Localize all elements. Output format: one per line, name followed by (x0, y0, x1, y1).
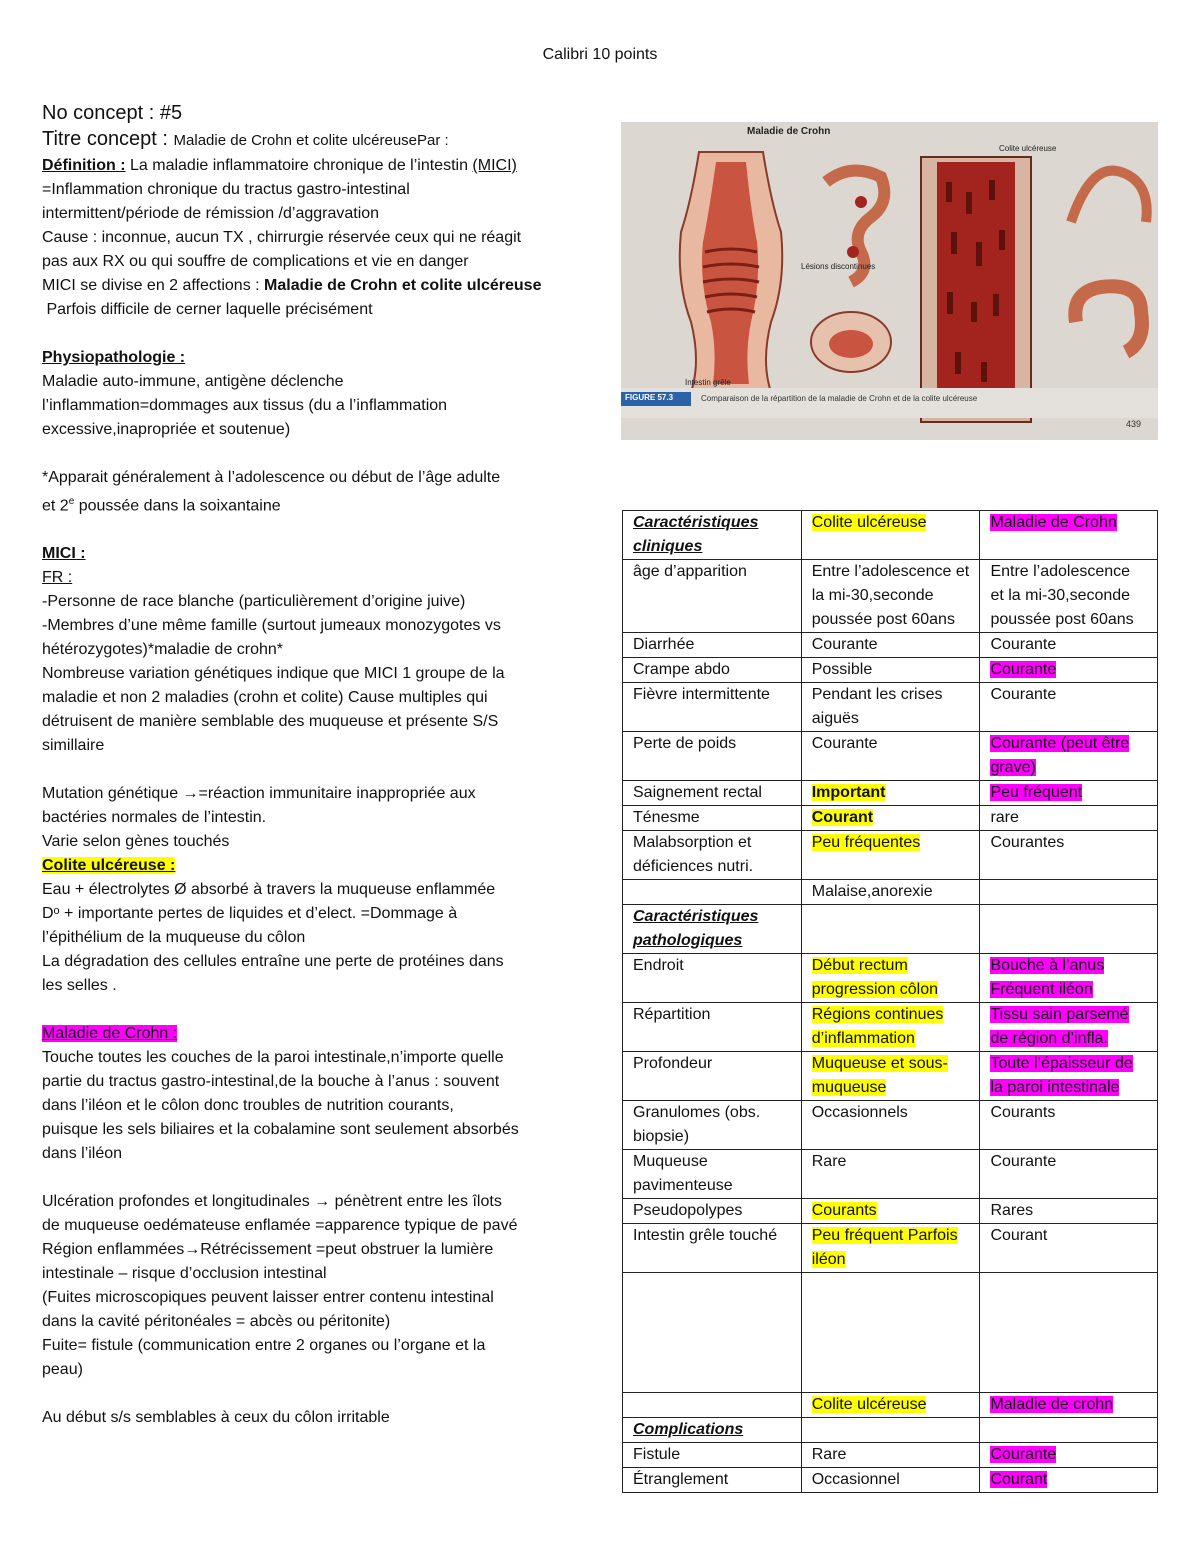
crohn-line: dans l’iléon et le côlon donc troubles de nutrition courants, (42, 1097, 454, 1115)
table-row: Profondeur Muqueuse et sous-muqueuse Toute l’épaisseur de la paroi intestinale (623, 1052, 1158, 1101)
table-row: Perte de poids Courante Courante (peut être grave) (623, 732, 1158, 781)
mutation-line: bactéries normales de l’intestin. (42, 809, 267, 827)
mici-acronym: (MICI) (472, 157, 517, 174)
table-row: Répartition Régions continues d’inflammation Tissu sain parsemé de région d’infla. (623, 1003, 1158, 1052)
concept-title-value: Maladie de Crohn et colite ulcéreusePar : (173, 132, 449, 149)
table-row: âge d’apparition Entre l’adolescence et la mi-30,seconde poussée post 60ans Entre l’adolescence et la mi-30,seconde poussée post 60ans (623, 560, 1158, 633)
table-repeat-header-row: Colite ulcéreuse Maladie de crohn (623, 1393, 1158, 1418)
figure-page-number: 439 (1126, 419, 1142, 429)
table-row: Ténesme Courant rare (623, 806, 1158, 831)
table-row: Étranglement Occasionnel Courant (623, 1468, 1158, 1493)
crohn-line: Touche toutes les couches de la paroi intestinale,n’importe quelle (42, 1049, 504, 1067)
table-row: Pseudopolypes Courants Rares (623, 1199, 1158, 1224)
figure-label-intestin: Intestin grêle (685, 378, 731, 387)
definition-divide: MICI se divise en 2 affections : Maladie de Crohn et colite ulcéreuse (42, 277, 542, 294)
table-empty-row (623, 1273, 1158, 1393)
definition-line: intermittent/période de rémission /d’aggravation (42, 205, 380, 222)
table-header-cell: Maladie de Crohn (980, 511, 1158, 560)
onset-line: *Apparait généralement à l’adolescence ou début de l’âge adulte (42, 469, 501, 486)
mici-line: détruisent de manière semblable des muqueuse et présente S/S (42, 713, 499, 731)
concept-title (42, 126, 587, 154)
crohn-line: partie du tractus gastro-intestinal,de la bouche à l’anus : souvent (42, 1073, 500, 1091)
physio-line: Maladie auto-immune, antigène déclenche (42, 373, 344, 390)
ulcer-line: intestinale – risque d’occlusion intestinal (42, 1265, 327, 1283)
table-row: Fièvre intermittente Pendant les crises aiguës Courante (623, 683, 1158, 732)
physio-line: excessive,inapropriée et soutenue) (42, 421, 291, 438)
ulcer-line: Région enflammées→Rétrécissement =peut obstruer la lumière (42, 1241, 494, 1259)
table-header-cell: Colite ulcéreuse (801, 511, 980, 560)
definition-line: Cause : inconnue, aucun TX , chirrurgie réservée ceux qui ne réagit (42, 229, 522, 246)
colite-line: l’épithélium de la muqueuse du côlon (42, 929, 306, 947)
mici-line: Nombreuse variation génétiques indique que MICI 1 groupe de la (42, 665, 505, 683)
mici-heading: MICI : (42, 545, 86, 563)
figure-title: Maladie de Crohn (747, 126, 831, 137)
ulcer-line: Ulcération profondes et longitudinales → pénètrent entre les îlots (42, 1193, 502, 1211)
definition-intro: Définition : La maladie inflammatoire chronique de l’intestin (MICI) (42, 157, 517, 174)
table-row: Intestin grêle touché Peu fréquent Parfois iléon Courant (623, 1224, 1158, 1273)
crohn-final: Au début s/s semblables à ceux du côlon irritable (42, 1409, 390, 1427)
figure-label-lesions: Lésions discontinues (801, 262, 876, 271)
table-row: Malabsorption et déficiences nutri. Peu fréquentes Courantes (623, 831, 1158, 880)
table-header-row (623, 511, 1158, 560)
ulcer-line: peau) (42, 1361, 83, 1379)
mici-line: hétérozygotes)*maladie de crohn* (42, 641, 284, 659)
ulcer-line: de muqueuse oedémateuse enflamée =apparence typique de pavé (42, 1217, 518, 1235)
table-section-row: Caractéristiques pathologiques (623, 905, 1158, 954)
mutation-line: Varie selon gènes touchés (42, 833, 230, 851)
definition-line: =Inflammation chronique du tractus gastro-intestinal (42, 181, 410, 198)
table-row: Fistule Rare Courante (623, 1443, 1158, 1468)
definition-heading: Définition : (42, 157, 126, 174)
table-row: Diarrhée Courante Courante (623, 633, 1158, 658)
definition-note: Parfois difficile de cerner laquelle précisément (46, 301, 373, 318)
table-row: Muqueuse pavimenteuse Rare Courante (623, 1150, 1158, 1199)
table-row: Granulomes (obs. biopsie) Occasionnels Courants (623, 1101, 1158, 1150)
figure-caption-tag: FIGURE 57.3 (625, 393, 674, 402)
figure-caption: Comparaison de la répartition de la maladie de Crohn et de la colite ulcéreuse (701, 394, 978, 403)
crohn-line: puisque les sels biliaires et la cobalamine sont seulement absorbés (42, 1121, 519, 1139)
onset-line-2: et 2e poussée dans la soixantaine (42, 496, 281, 515)
table-row: Saignement rectal Important Peu fréquent (623, 781, 1158, 806)
colite-line: Dᵒ + importante pertes de liquides et d’elect. =Dommage à (42, 905, 458, 923)
colite-line: La dégradation des cellules entraîne une perte de protéines dans (42, 953, 504, 971)
table-section-row: Complications (623, 1418, 1158, 1443)
physio-line: l’inflammation=dommages aux tissus (du a l’inflammation (42, 397, 448, 414)
table-row: Crampe abdo Possible Courante (623, 658, 1158, 683)
mici-line: -Membres d’une même famille (surtout jumeaux monozygotes vs (42, 617, 501, 635)
colite-heading: Colite ulcéreuse : (42, 857, 176, 875)
table-header-cell: Caractéristiques cliniques (623, 511, 802, 560)
fr-label: FR : (42, 569, 73, 587)
mici-line: simillaire (42, 737, 105, 755)
colite-line: les selles . (42, 977, 117, 995)
figure-label-colite: Colite ulcéreuse (999, 144, 1057, 153)
intestine-illustration (621, 122, 1158, 440)
ulcer-line: dans la cavité péritonéales = abcès ou péritonite) (42, 1313, 391, 1331)
mici-line: maladie et non 2 maladies (crohn et colite) Cause multiples qui (42, 689, 488, 707)
comparison-table (622, 510, 1158, 1493)
page-header: Calibri 10 points (542, 46, 658, 63)
concept-number: No concept : #5 (42, 102, 183, 124)
mutation-line: Mutation génétique →=réaction immunitaire inappropriée aux (42, 785, 476, 803)
table-row: Endroit Début rectum progression côlon Bouche à l’anus Fréquent iléon (623, 954, 1158, 1003)
physio-heading: Physiopathologie : (42, 349, 186, 366)
crohn-line: dans l’iléon (42, 1145, 123, 1163)
textbook-figure (621, 122, 1158, 440)
ulcer-line: Fuite= fistule (communication entre 2 organes ou l’organe et la (42, 1337, 486, 1355)
mici-line: -Personne de race blanche (particulièrement d’origine juive) (42, 593, 466, 611)
notes-column (42, 100, 587, 1430)
definition-line: pas aux RX ou qui souffre de complications et vie en danger (42, 253, 469, 270)
table-row: Malaise,anorexie (623, 880, 1158, 905)
concept-title-label: Titre concept : (42, 128, 168, 150)
ulcer-line: (Fuites microscopiques peuvent laisser entrer contenu intestinal (42, 1289, 494, 1307)
crohn-heading: Maladie de Crohn : (42, 1025, 178, 1043)
colite-line: Eau + électrolytes Ø absorbé à travers la muqueuse enflammée (42, 881, 496, 899)
